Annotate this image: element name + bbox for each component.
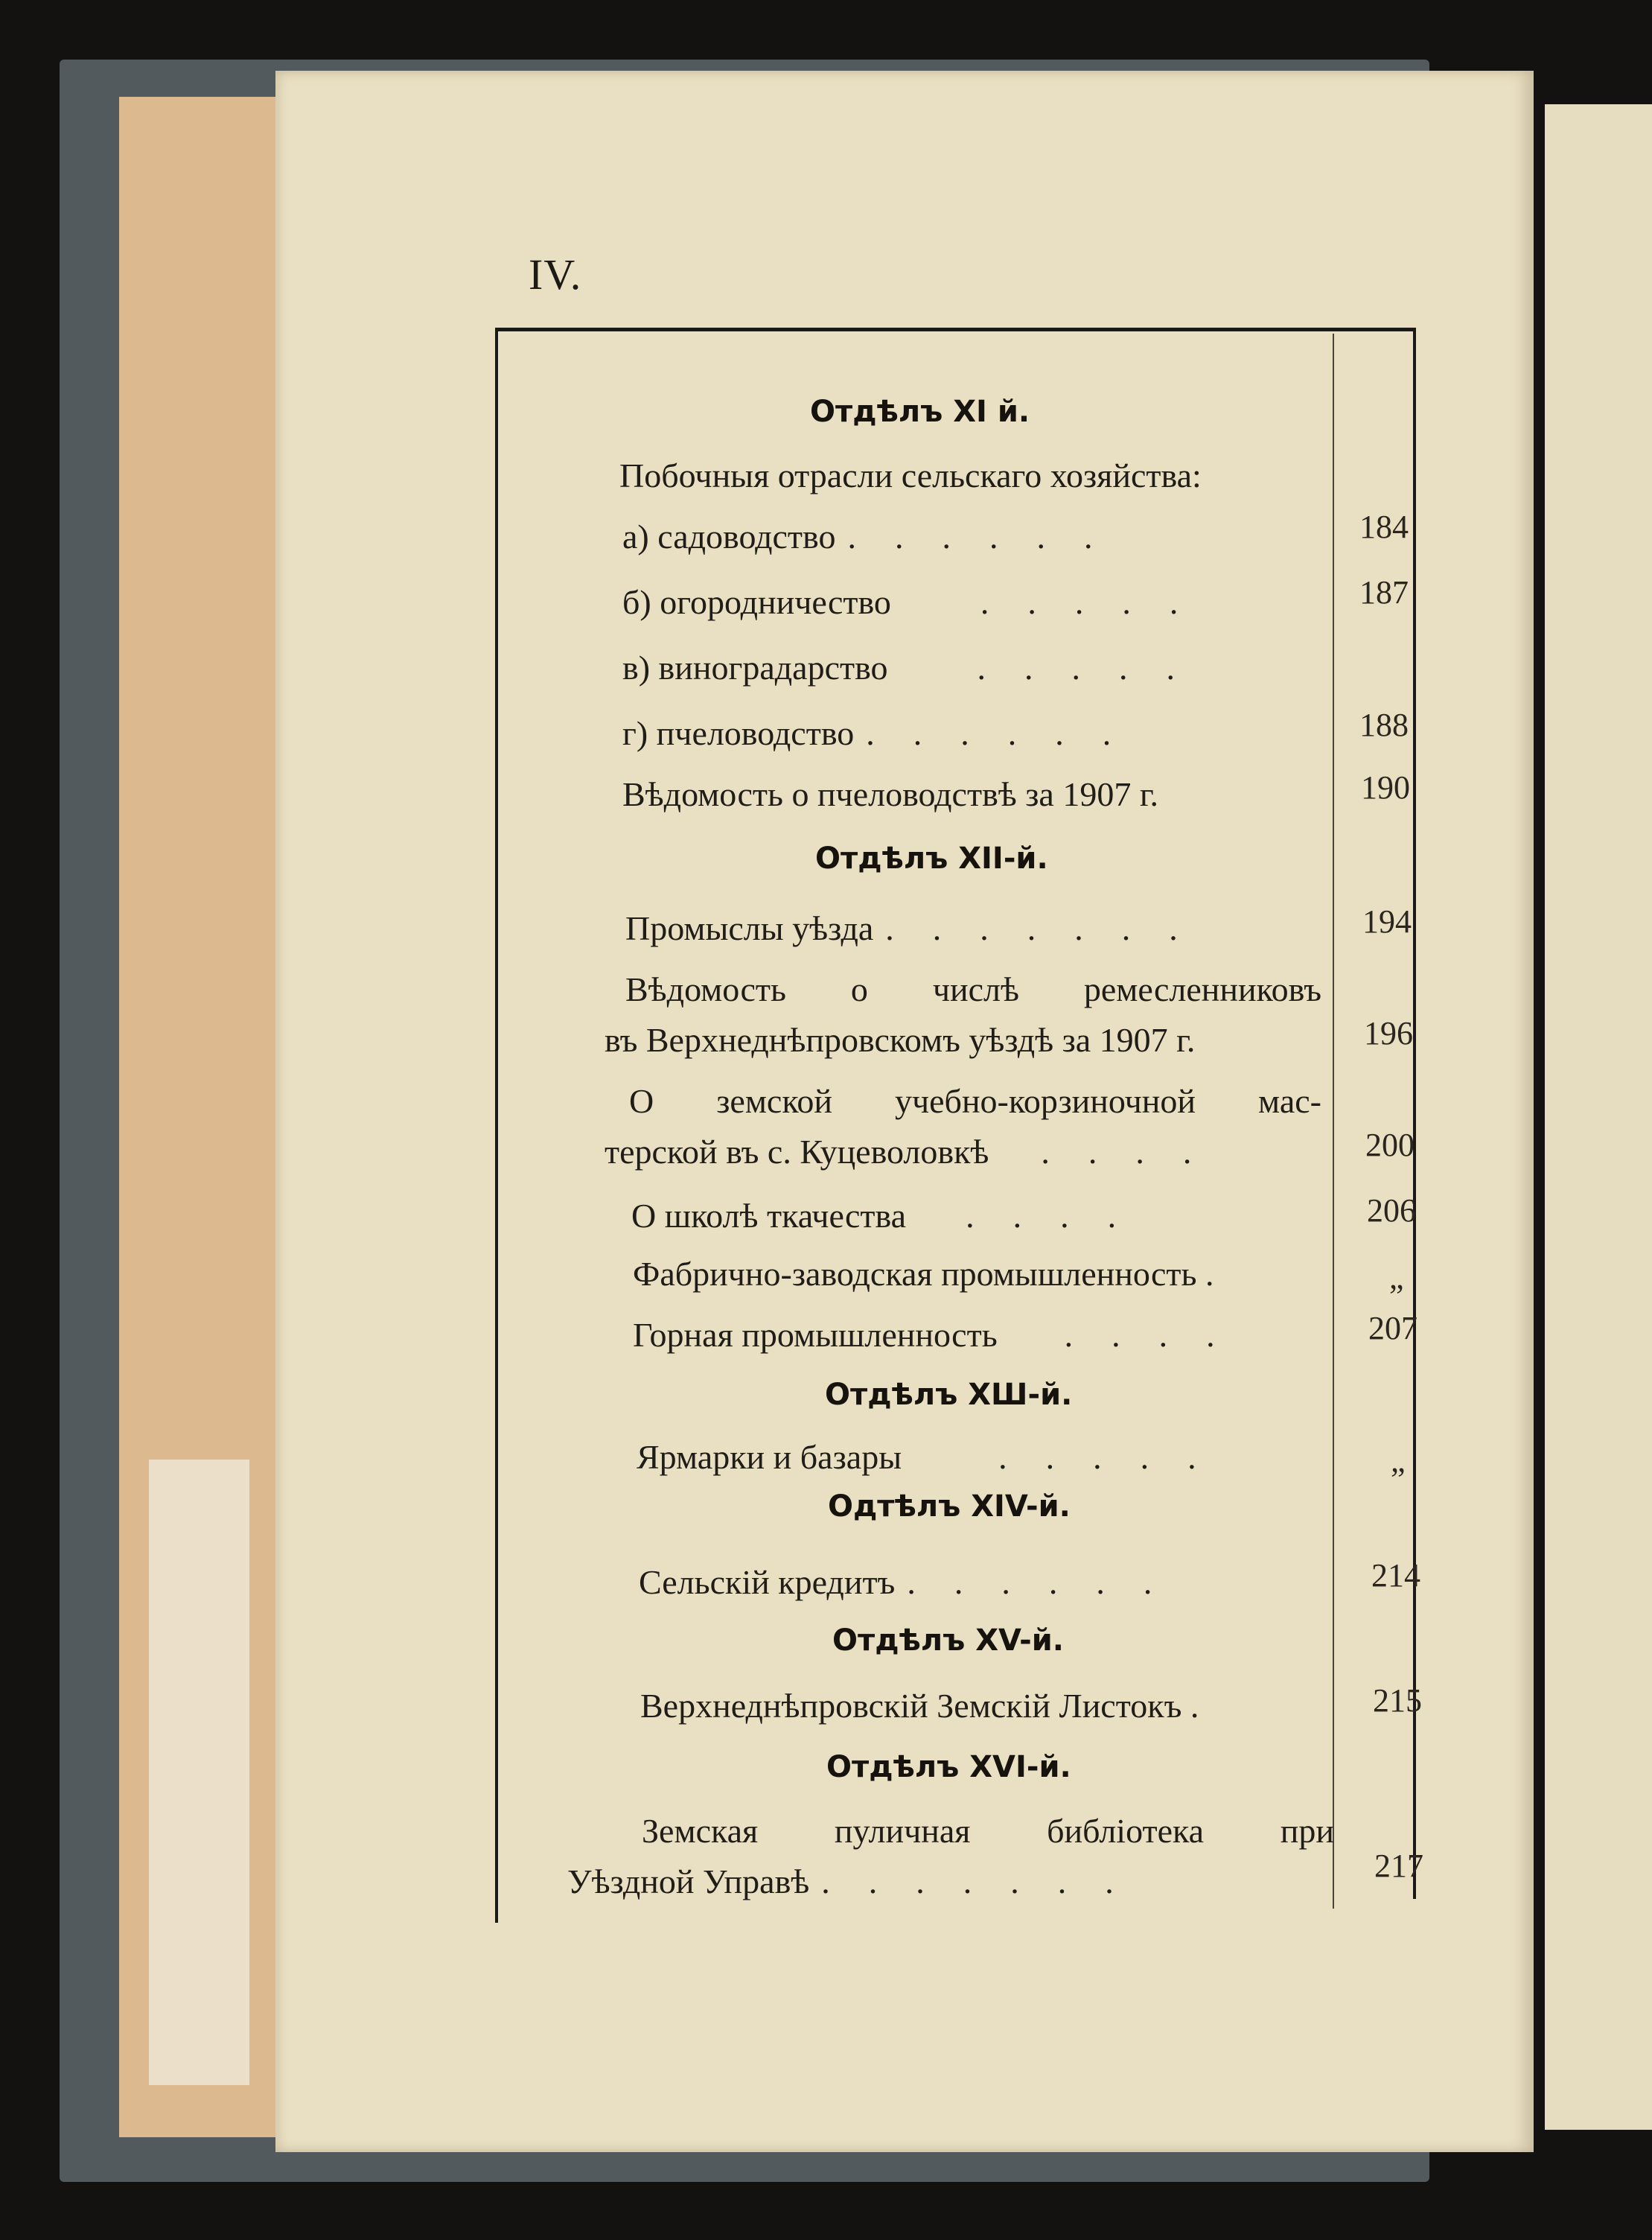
toc-entry-text: терской въ с. Куцеволовкѣ — [605, 1133, 989, 1171]
toc-entry-text: Фабрично-заводская промышленность . — [633, 1255, 1214, 1293]
toc-entry-text: Побочныя отрасли сельскаго хозяйства: — [619, 456, 1202, 494]
toc-entry — [622, 774, 1315, 814]
toc-entry-text: Промыслы уѣзда — [625, 909, 874, 947]
toc-entry-text: Уѣздной Управѣ — [567, 1862, 810, 1900]
toc-entry: Вѣдомость о числѣ ремесленниковъ — [625, 970, 1321, 1008]
toc-entry: Ярмарки и базары ..... — [637, 1438, 1235, 1476]
toc-entry — [605, 1020, 1323, 1060]
toc-entry: Уѣздной Управѣ ....... — [567, 1862, 1152, 1900]
toc-entry-text: Сельскій кредитъ — [639, 1563, 896, 1601]
toc-entry-text: О школѣ ткачества — [631, 1197, 907, 1235]
toc-entry-text: Верхнеднѣпровскій Земскій Листокъ . — [640, 1687, 1199, 1725]
toc-entry — [619, 456, 1312, 495]
toc-entry: в) виноградарство ..... — [622, 649, 1214, 687]
toc-entry-text: г) пчеловодство — [622, 714, 855, 752]
toc-page-number: 215 — [1373, 1682, 1422, 1719]
section-heading: Отдѣлъ XШ-й. — [825, 1378, 1073, 1412]
toc-page-number: „ — [1391, 1442, 1406, 1479]
toc-entry: терской въ с. Куцеволовкѣ .... — [605, 1133, 1231, 1171]
toc-entry: б) огородничество ..... — [622, 583, 1217, 621]
toc-entry-text: въ Верхнеднѣпровскомъ уѣздѣ за 1907 г. — [605, 1021, 1196, 1059]
toc-entry: Земская пуличная библіотека при — [642, 1812, 1334, 1850]
toc-page-number: 184 — [1359, 509, 1409, 545]
toc-entry: Сельскій кредитъ ...... — [639, 1563, 1191, 1601]
toc-page-number: 188 — [1359, 707, 1409, 743]
toc-entry-text: Вѣдомость о пчеловодствѣ за 1907 г. — [622, 775, 1159, 813]
toc-page-number: 194 — [1362, 903, 1412, 940]
toc-page-number: 214 — [1371, 1557, 1420, 1594]
section-heading: Одтѣлъ XIV-й. — [828, 1489, 1071, 1524]
toc-entry: О школѣ ткачества .... — [631, 1197, 1155, 1235]
toc-page-number: 217 — [1374, 1848, 1423, 1884]
toc-entry — [640, 1686, 1333, 1725]
toc-entry: г) пчеловодство ...... — [622, 714, 1150, 752]
toc-entry-text: Ярмарки и базары — [637, 1438, 902, 1476]
toc-entry: а) садоводство ...... — [622, 518, 1132, 556]
toc-entry-text: а) садоводство — [622, 518, 836, 556]
page-number: IV. — [529, 250, 582, 299]
section-heading: Отдѣлъ XI й. — [810, 395, 1030, 429]
toc-page-number: „ — [1389, 1259, 1404, 1296]
toc-page-number: 206 — [1367, 1192, 1416, 1229]
toc-entry-text: б) огородничество — [622, 583, 891, 621]
toc-page-number: 196 — [1364, 1015, 1413, 1051]
toc-entry: О земской учебно-корзиночной мас- — [629, 1082, 1321, 1120]
toc-entry: Промыслы уѣзда ....... — [625, 909, 1216, 947]
toc-entry-text: в) виноградарство — [622, 649, 888, 687]
toc-page-number: 187 — [1359, 574, 1409, 611]
section-heading: Отдѣлъ XVI-й. — [826, 1750, 1071, 1784]
section-heading: Отдѣлъ XII-й. — [815, 841, 1048, 876]
toc-entry: Горная промышленность .... — [633, 1316, 1254, 1354]
toc-page-number: 190 — [1361, 769, 1410, 806]
toc-entry — [633, 1254, 1325, 1294]
toc-page-number: 200 — [1365, 1127, 1415, 1163]
toc-page-number: 207 — [1368, 1310, 1417, 1346]
toc-entry-text: Горная промышленность — [633, 1316, 998, 1354]
section-heading: Отдѣлъ XV-й. — [832, 1623, 1064, 1658]
